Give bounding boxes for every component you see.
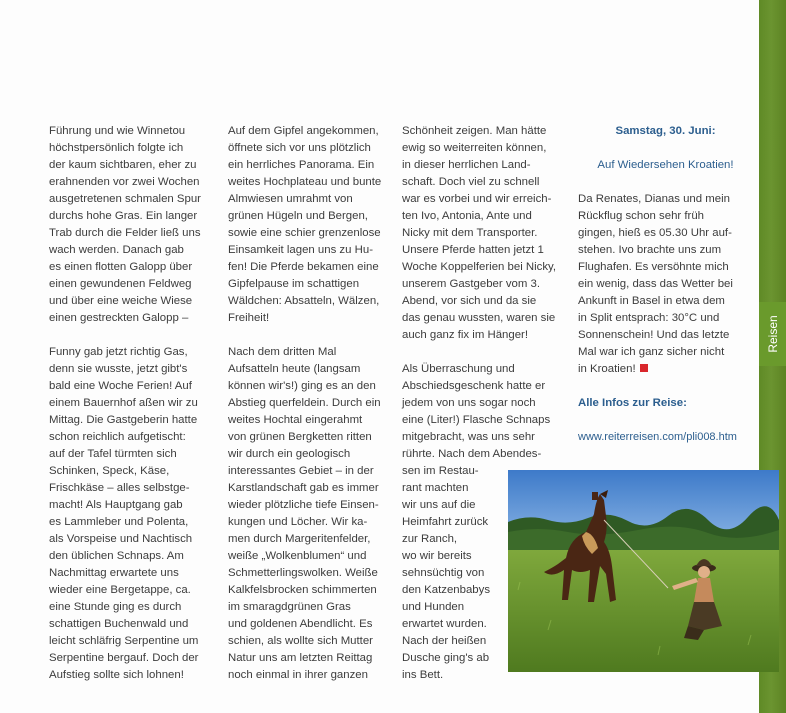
date-heading: Samstag, 30. Juni: [615,125,716,137]
column1-paragraph-2: Funny gab jetzt richtig Gas, denn sie wusste, jetzt gibt's bald eine Woche Ferien! Auf einem Bauernhof aßen wir zu Mittag. Die Gastgeberin hatte schon reichlich aufgetischt: auf der Tafel türmten sich Schinken, Speck, Käse, Frischkäse – alles selbstge- macht! Als Hauptgang gab es Lammleber und Polenta, als Vorspeise und Nachtisch den üblichen Schnaps. Am Nachmittag erwartete uns wieder eine Bergetappe, ca. eine Stunde ging es durch schattigen Buchenwald und leicht schläfrig Serpentine um Serpentine bergauf. Doch der Aufstieg sollte sich lohnen! [49,346,199,681]
column2-paragraph-1: Auf dem Gipfel angekommen, öffnete sich vor uns plötzlich ein herrliches Panorama. Ein weites Hochplateau und bunte Almwiesen umrahmt von grünen Hügeln und Bergen, sowie eine schier grenzenlose Einsamkeit lagen uns zu Hu- fen! Die Pferde bekamen eine Gipfelpause im schattigen Wäldchen: Absatteln, Wälzen, Freiheit! [228,125,382,324]
column3-paragraph-1: Schönheit zeigen. Man hätte ewig so weiterreiten können, in dieser herrlichen Land- schaft. Doch viel zu schnell war es vorbei und wir erreich- ten Ivo, Antonia, Ante und Nicky mit dem Transporter. Unsere Pferde hatten jetzt 1 Woche Koppelferien bei Nicky, unserem Gastgeber vom 3. Abend, vor sich und da sie das genau wussten, waren sie auch ganz fix im Hänger! [402,125,557,341]
end-of-article-mark [640,364,648,372]
day-subheading: Auf Wiedersehen Kroatien! [597,159,734,171]
info-url-link[interactable]: www.reiterreisen.com/pli008.htm [578,431,737,443]
text-column-2 [228,123,393,701]
text-column-4 [578,123,753,463]
column4-paragraph [578,191,753,378]
section-tab-label: Reisen [765,315,780,353]
column3-paragraph-2-wrap: sen im Restau- rant machten wir uns auf die Heimfahrt zurück zur Ranch, wo wir bereits sehnsüchtig von den Katzenbabys und Hunden erwartet wurden. Nach der heißen Dusche ging's ab ins Bett. [402,465,491,681]
info-heading: Alle Infos zur Reise: [578,397,687,409]
column4-paragraph-text: Da Renates, Dianas und mein Rückflug schon sehr früh gingen, hieß es 05.30 Uhr auf- stehen. Ivo brachte uns zum Flughafen. Es versöhnte mich ein wenig, dass das Wetter bei Ankunft in Basel in etwa dem in Split entsprach: 30°C und Sonnenschein! Und das letzte Mal war ich ganz sicher nicht in Kroatien! [578,193,733,375]
column1-paragraph-1: Führung und wie Winnetou höchstpersönlich folgte ich der kaum sichtbaren, eher zu erahnenden vor zwei Wochen ausgetretenen schmalen Spur durchs hohe Gras. Ein langer Trab durch die Felder ließ uns wach werden. Danach gab es einen flotten Galopp über einen gewundenen Feldweg und über eine weiche Wiese einen gestreckten Galopp – [49,125,201,324]
section-tab [759,302,786,366]
text-column-1 [49,123,214,701]
photo-rider-with-horse [508,470,779,672]
column3-paragraph-2: Als Überraschung und Abschiedsgeschenk hatte er jedem von uns sogar noch eine (Liter!) Flasche Schnaps mitgebracht, was uns sehr rührte. Nach dem Abendes- [402,363,551,460]
column2-paragraph-2: Nach dem dritten Mal Aufsatteln heute (langsam können wir's!) ging es an den Abstieg querfeldein. Durch ein weites Hochtal eingerahmt von grünen Bergketten ritten wir durch ein geologisch interessantes Gebiet – in der Karstlandschaft gab es immer wieder plötzliche tiefe Einsen- kungen und Löcher. Wir ka- men durch Margeritenfelder, weiße „Wolkenblumen“ und Schmetterlingswolken. Weiße Kalkfelsbrocken schimmerten im smaragdgrünen Gras und goldenen Abendlicht. Es schien, als wollte sich Mutter Natur uns am letzten Reittag noch einmal in ihrer ganzen [228,346,381,681]
